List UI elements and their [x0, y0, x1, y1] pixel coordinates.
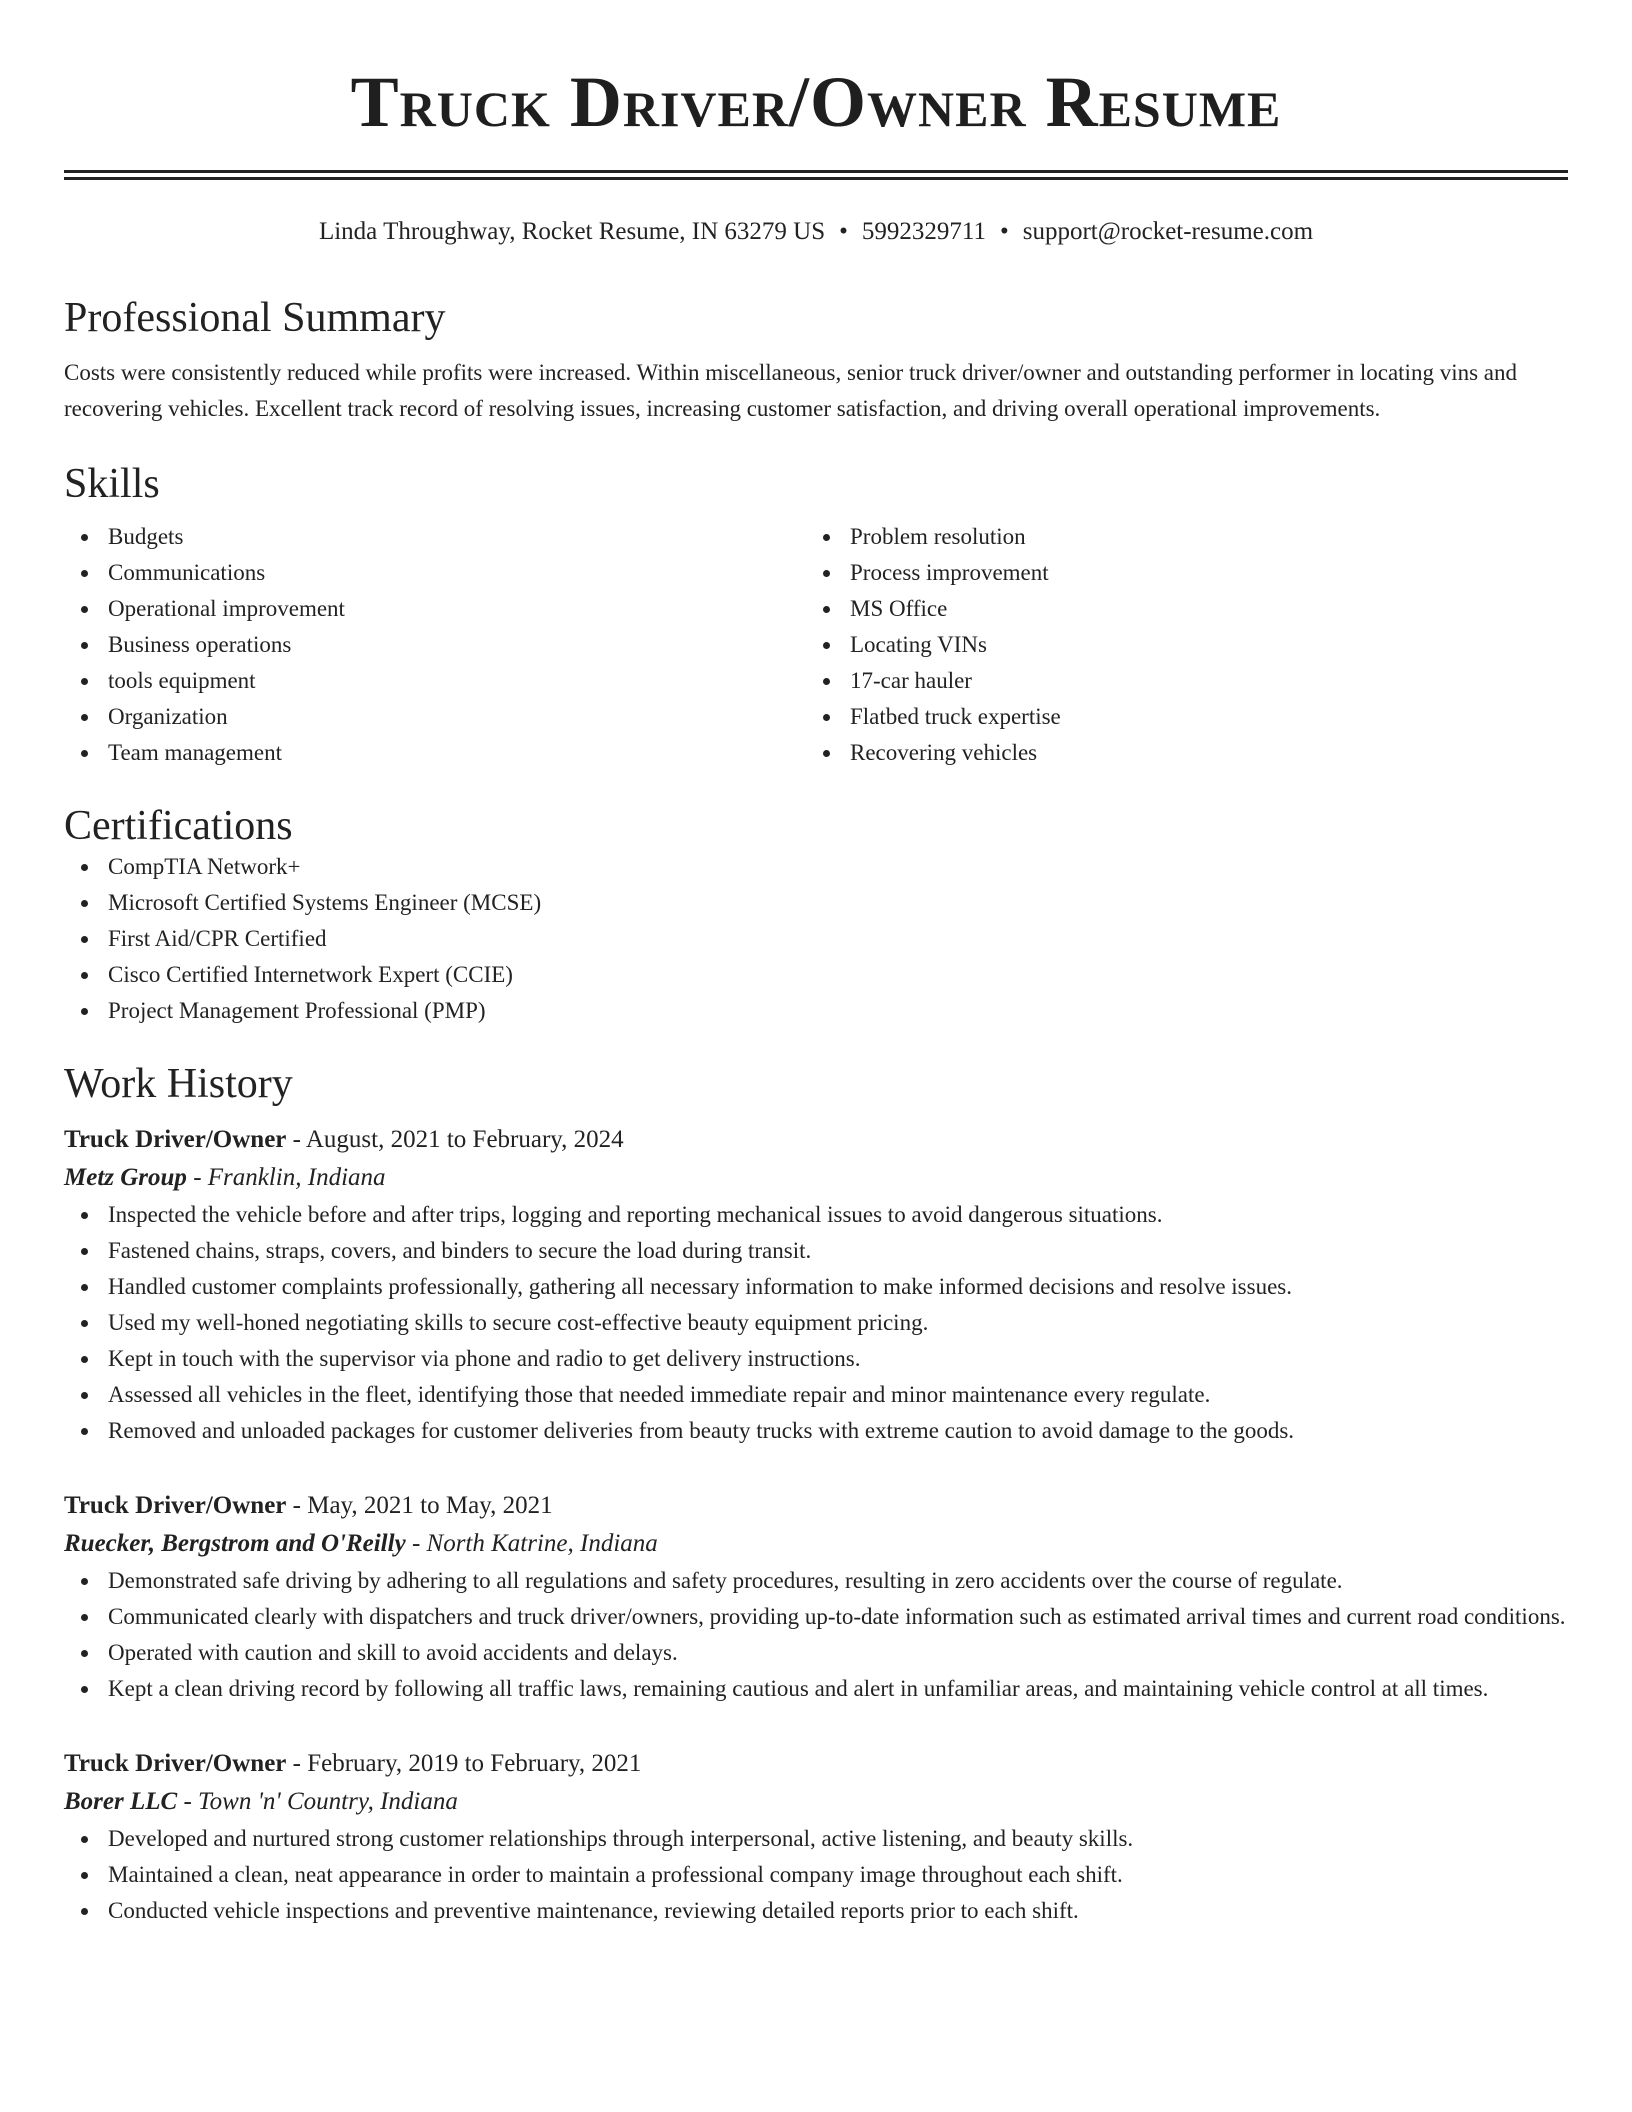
certifications-section	[64, 803, 1568, 1029]
dash-separator: -	[286, 1126, 306, 1154]
skill-item: MS Office	[806, 591, 1548, 627]
job-bullet: Communicated clearly with dispatchers and truck driver/owners, providing up-to-date information such as estimated arrival times and current road conditions.	[64, 1599, 1568, 1635]
skill-item: Flatbed truck expertise	[806, 699, 1548, 735]
skills-list-left	[64, 519, 806, 771]
job-entry	[64, 1745, 1568, 1929]
skill-item: Recovering vehicles	[806, 735, 1548, 771]
certification-item: Microsoft Certified Systems Engineer (MCSE)	[64, 885, 1568, 921]
skills-list-right	[806, 519, 1548, 771]
job-bullet: Fastened chains, straps, covers, and binders to secure the load during transit.	[64, 1233, 1568, 1269]
job-company: Metz Group	[64, 1164, 187, 1192]
job-header	[64, 1745, 1568, 1783]
job-bullet: Kept a clean driving record by following all traffic laws, remaining cautious and alert in unfamiliar areas, and maintaining vehicle control at all times.	[64, 1671, 1568, 1707]
skill-item: Budgets	[64, 519, 806, 555]
job-header	[64, 1121, 1568, 1159]
job-bullet: Inspected the vehicle before and after trips, logging and reporting mechanical issues to avoid dangerous situations.	[64, 1197, 1568, 1233]
section-heading-work-history: Work History	[64, 1061, 293, 1108]
job-entry	[64, 1121, 1568, 1449]
job-company-line	[64, 1783, 1568, 1821]
job-bullet: Handled customer complaints professionally, gathering all necessary information to make informed decisions and resolve issues.	[64, 1269, 1568, 1305]
job-bullet: Developed and nurtured strong customer relationships through interpersonal, active listening, and beauty skills.	[64, 1821, 1568, 1857]
job-company-line	[64, 1159, 1568, 1197]
skill-item: Organization	[64, 699, 806, 735]
contact-phone: 5992329711	[861, 218, 986, 245]
contact-separator: •	[999, 218, 1009, 245]
job-bullet: Conducted vehicle inspections and preventive maintenance, reviewing detailed reports prior to each shift.	[64, 1893, 1568, 1929]
contact-email: support@rocket-resume.com	[1022, 218, 1314, 245]
section-heading-certifications: Certifications	[64, 802, 293, 849]
skill-item: Team management	[64, 735, 806, 771]
job-bullet: Operated with caution and skill to avoid accidents and delays.	[64, 1635, 1568, 1671]
dash-separator: -	[286, 1750, 308, 1778]
skill-item: Operational improvement	[64, 591, 806, 627]
job-company: Ruecker, Bergstrom and O'Reilly	[64, 1530, 406, 1558]
section-heading-summary: Professional Summary	[64, 294, 446, 341]
dash-separator: -	[286, 1492, 308, 1520]
job-bullet: Removed and unloaded packages for customer deliveries from beauty trucks with extreme caution to avoid damage to the goods.	[64, 1413, 1568, 1449]
job-header	[64, 1487, 1568, 1525]
job-company: Borer LLC	[64, 1788, 178, 1816]
certification-item: CompTIA Network+	[64, 849, 1568, 885]
work-history-section	[64, 1061, 1568, 1929]
dash-separator: -	[186, 1164, 208, 1192]
skill-item: Problem resolution	[806, 519, 1548, 555]
job-bullet: Kept in touch with the supervisor via phone and radio to get delivery instructions.	[64, 1341, 1568, 1377]
job-bullet: Maintained a clean, neat appearance in order to maintain a professional company image throughout each shift.	[64, 1857, 1568, 1893]
job-dates: February, 2019 to February, 2021	[307, 1750, 642, 1778]
job-location: Franklin, Indiana	[207, 1164, 386, 1192]
job-role: Truck Driver/Owner	[64, 1126, 287, 1154]
job-role: Truck Driver/Owner	[64, 1492, 287, 1520]
job-dates: August, 2021 to February, 2024	[305, 1126, 624, 1154]
contact-address: Linda Throughway, Rocket Resume, IN 63279 US	[318, 218, 826, 245]
job-bullets	[64, 1821, 1568, 1929]
certification-item: First Aid/CPR Certified	[64, 921, 1568, 957]
job-role: Truck Driver/Owner	[64, 1750, 287, 1778]
skill-item: Business operations	[64, 627, 806, 663]
dash-separator: -	[177, 1788, 199, 1816]
skill-item: Communications	[64, 555, 806, 591]
dash-separator: -	[405, 1530, 427, 1558]
job-bullet: Assessed all vehicles in the fleet, identifying those that needed immediate repair and minor maintenance every regulate.	[64, 1377, 1568, 1413]
certifications-list	[64, 849, 1568, 1029]
certification-item: Cisco Certified Internetwork Expert (CCIE)	[64, 957, 1568, 993]
skills-grid	[64, 519, 1568, 771]
job-bullets	[64, 1563, 1568, 1707]
job-company-line	[64, 1525, 1568, 1563]
certification-item: Project Management Professional (PMP)	[64, 993, 1568, 1029]
title-divider	[64, 170, 1568, 180]
section-heading-skills: Skills	[64, 460, 160, 507]
job-bullet: Used my well-honed negotiating skills to secure cost-effective beauty equipment pricing.	[64, 1305, 1568, 1341]
jobs-list	[64, 1121, 1568, 1929]
skill-item: Locating VINs	[806, 627, 1548, 663]
job-dates: May, 2021 to May, 2021	[307, 1492, 553, 1520]
skill-item: Process improvement	[806, 555, 1548, 591]
contact-line	[64, 216, 1568, 249]
contact-separator: •	[839, 218, 848, 245]
job-location: Town 'n' Country, Indiana	[198, 1788, 458, 1816]
job-bullets	[64, 1197, 1568, 1449]
skill-item: 17-car hauler	[806, 663, 1548, 699]
summary-text: Costs were consistently reduced while profits were increased. Within miscellaneous, senior truck driver/owner and outstanding performer in locating vins and recovering vehicles. Excellent track record of resolving issues, increasing customer satisfaction, and driving overall operational improvements.	[64, 359, 1517, 421]
job-bullet: Demonstrated safe driving by adhering to all regulations and safety procedures, resulting in zero accidents over the course of regulate.	[64, 1563, 1568, 1599]
professional-summary-section	[64, 295, 1568, 427]
skills-column-right	[806, 519, 1548, 771]
job-entry	[64, 1487, 1568, 1707]
resume-title: Truck Driver/Owner Resume	[350, 62, 1282, 142]
skills-column-left	[64, 519, 806, 771]
job-location: North Katrine, Indiana	[426, 1530, 658, 1558]
skill-item: tools equipment	[64, 663, 806, 699]
skills-section	[64, 461, 1568, 771]
